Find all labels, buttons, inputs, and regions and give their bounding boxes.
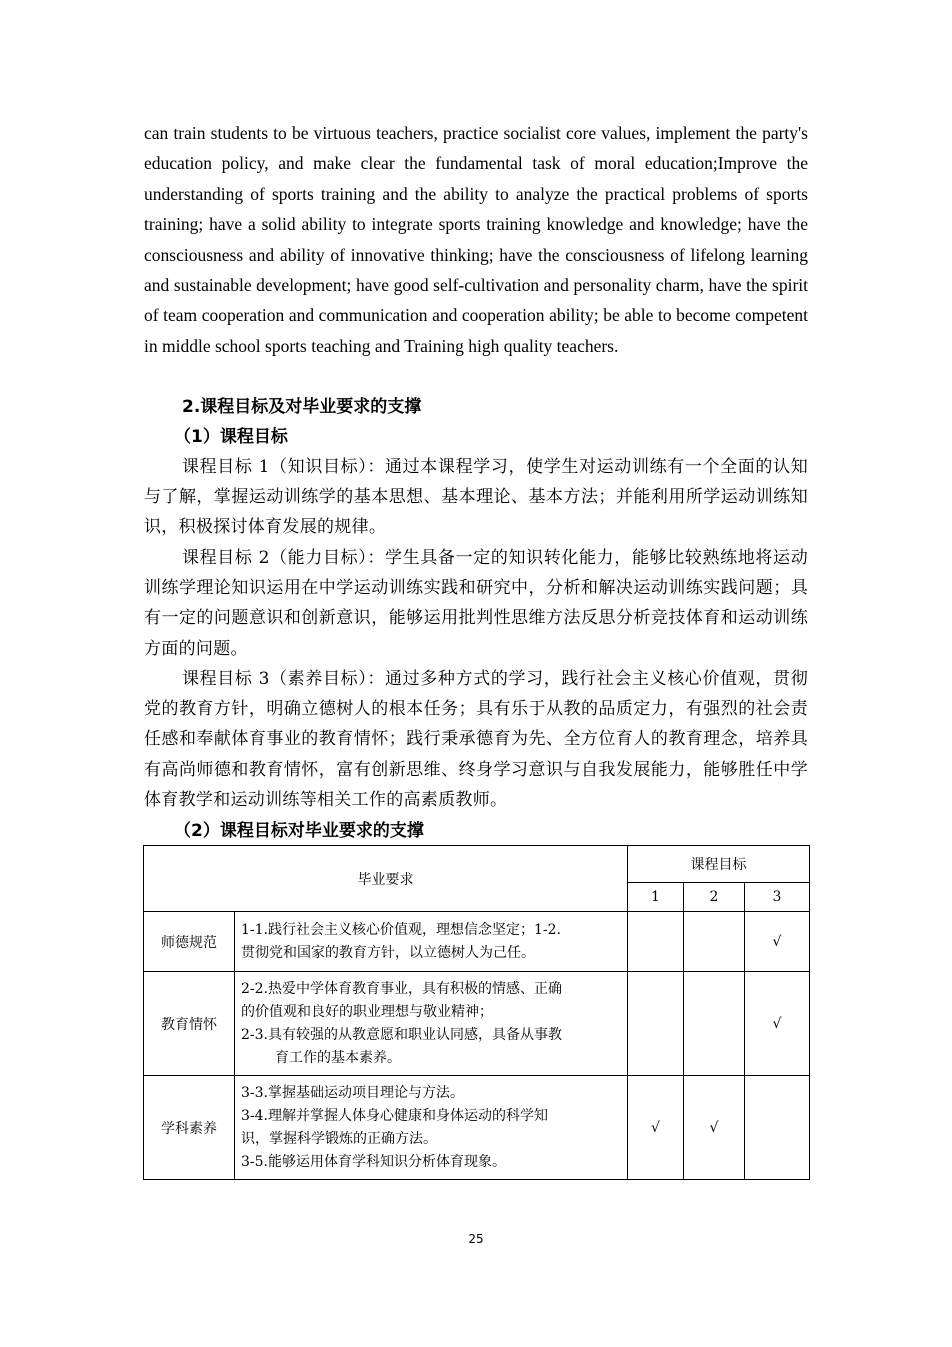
requirement-line: 识，掌握科学锻炼的正确方法。 — [241, 1130, 437, 1147]
course-goal-2: 课程目标 2（能力目标）：学生具备一定的知识转化能力，能够比较熟练地将运动训练学理论知识运用在中学运动训练实践和研究中，分析和解决运动训练实践问题；具有一定的问题意识和创新意识，能够运用批判性思维方法反思分析竞技体育和运动训练方面的问题。 — [144, 548, 808, 659]
row-requirement — [235, 912, 628, 972]
row-category: 师德规范 — [144, 912, 235, 972]
header-goal-1: 1 — [628, 883, 684, 912]
table-row — [144, 1076, 810, 1180]
goal-1-mark — [628, 912, 684, 972]
header-graduation-requirement: 毕业要求 — [144, 846, 628, 912]
requirement-line: 育工作的基本素养。 — [275, 1049, 401, 1066]
requirement-line: 的价值观和良好的职业理想与敬业精神； — [241, 1003, 493, 1020]
course-goal-1: 课程目标 1（知识目标）：通过本课程学习，使学生对运动训练有一个全面的认知与了解，掌握运动训练学的基本思想、基本理论、基本方法；并能利用所学运动训练知识，积极探讨体育发展的规律。 — [144, 457, 808, 538]
requirement-line: 1-1.践行社会主义核心价值观，理想信念坚定；1-2. — [241, 921, 561, 938]
requirement-line: 3-5.能够运用体育学科知识分析体育现象。 — [241, 1153, 506, 1170]
goal-2-mark — [684, 912, 745, 972]
requirement-line: 3-3.掌握基础运动项目理论与方法。 — [241, 1084, 464, 1101]
course-goal-3: 课程目标 3（素养目标）：通过多种方式的学习，践行社会主义核心价值观，贯彻党的教育方针，明确立德树人的根本任务；具有乐于从教的品质定力，有强烈的社会责任感和奉献体育事业的教育情怀；践行秉承德育为先、全方位育人的教育理念，培养具有高尚师德和教育情怀，富有创新思维、终身学习意识与自我发展能力，能够胜任中学体育教学和运动训练等相关工作的高素质教师。 — [144, 669, 808, 810]
header-course-goals: 课程目标 — [628, 846, 810, 883]
goal-3-mark: √ — [745, 972, 810, 1076]
requirement-line: 2-2.热爱中学体育教育事业，具有积极的情感、正确 — [241, 980, 562, 997]
subheading-support: （2）课程目标对毕业要求的支撑 — [174, 821, 424, 841]
goal-3-mark — [745, 1076, 810, 1180]
goal-1-mark: √ — [628, 1076, 684, 1180]
requirement-line: 2-3.具有较强的从教意愿和职业认同感，具备从事教 — [241, 1026, 562, 1043]
row-requirement — [235, 1076, 628, 1180]
header-goal-3: 3 — [745, 883, 810, 912]
table-row — [144, 972, 810, 1076]
header-goal-2: 2 — [684, 883, 745, 912]
goal-1-mark — [628, 972, 684, 1076]
row-requirement — [235, 972, 628, 1076]
section-heading: 2.课程目标及对毕业要求的支撑 — [182, 397, 422, 417]
english-paragraph: can train students to be virtuous teachers, practice socialist core values, implement the party's education policy, and make clear the fundamental task of moral education;Improve the understanding of sports training and the ability to analyze the practical problems of sports training; have a solid ability to integrate sports training knowledge and knowledge; have the consciousness and ability of innovative thinking; have the consciousness of lifelong learning and sustainable development; have good self-cultivation and personality charm, have the spirit of team cooperation and communication and cooperation ability; be able to become competent in middle school sports teaching and Training high quality teachers. — [144, 123, 808, 356]
goal-2-mark — [684, 972, 745, 1076]
requirements-table — [143, 845, 810, 1180]
page-number: 25 — [468, 1232, 484, 1246]
table-row — [144, 912, 810, 972]
goal-3-mark: √ — [745, 912, 810, 972]
requirement-line: 3-4.理解并掌握人体身心健康和身体运动的科学知 — [241, 1107, 548, 1124]
row-category: 学科素养 — [144, 1076, 235, 1180]
subheading-course-goals: （1）课程目标 — [174, 427, 288, 447]
row-category: 教育情怀 — [144, 972, 235, 1076]
requirement-line: 贯彻党和国家的教育方针，以立德树人为己任。 — [241, 944, 535, 961]
goal-2-mark: √ — [684, 1076, 745, 1180]
